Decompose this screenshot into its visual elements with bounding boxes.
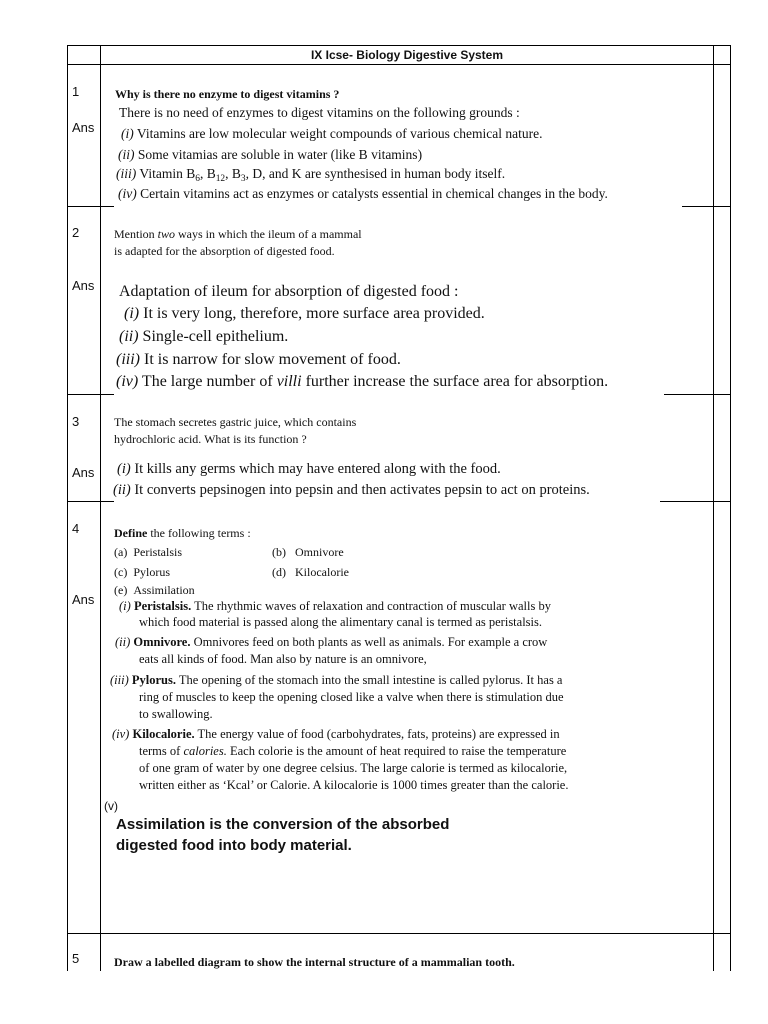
table-top-border (67, 45, 731, 46)
q1-point-1: (i) Vitamins are low molecular weight compounds of various chemical nature. (121, 126, 543, 141)
row-divider-2b (664, 394, 731, 395)
q4-term-b: (b) Omnivore (272, 545, 344, 559)
q5-question: Draw a labelled diagram to show the internal structure of a mammalian tooth. (114, 955, 515, 969)
row-divider-3 (67, 501, 114, 502)
q4-answer-kilocalorie: (iv) Kilocalorie. The energy value of food (carbohydrates, fats, proteins) are expressed in (112, 727, 560, 741)
q3-point-1: (i) It kills any germs which may have entered along with the food. (117, 461, 501, 477)
q3-point-2: (ii) It converts pepsinogen into pepsin and then activates pepsin to act on proteins. (113, 482, 590, 498)
q4-number: 4 (72, 521, 80, 536)
q4-term-e: (e) Assimilation (114, 583, 195, 597)
q1-intro: There is no need of enzymes to digest vitamins on the following grounds : (119, 105, 520, 120)
q4-answer-pylorus-cont1: ring of muscles to keep the opening closed like a valve when there is stimulation due (139, 690, 564, 704)
q4-answer-assimilation-line1: Assimilation is the conversion of the absorbed (116, 816, 450, 833)
table-right-border (730, 45, 731, 971)
row-divider-1 (67, 206, 114, 207)
q4-answer-peristalsis-cont: which food material is passed along the alimentary canal is termed as peristalsis. (139, 615, 543, 629)
q1-ans-label: Ans (72, 120, 95, 135)
q2-ans-label: Ans (72, 278, 95, 293)
q2-point-3: (iii) It is narrow for slow movement of food. (116, 351, 401, 368)
q1-question: Why is there no enzyme to digest vitamins ? (115, 87, 340, 101)
q4-answer-pylorus: (iii) Pylorus. The opening of the stomach into the small intestine is called pylorus. It has a (110, 673, 563, 687)
q4-answer-assimilation-line2: digested food into body material. (116, 837, 352, 854)
number-column-divider (100, 45, 101, 971)
q3-ans-label: Ans (72, 465, 95, 480)
q4-question: Define the following terms : (114, 526, 251, 540)
q4-answer-peristalsis: (i) Peristalsis. The rhythmic waves of relaxation and contraction of muscular walls by (119, 599, 551, 613)
q3-question-line2: hydrochloric acid. What is its function ? (114, 432, 307, 446)
q2-question-line1: Mention two ways in which the ileum of a mammal (114, 227, 362, 241)
q4-term-a: (a) Peristalsis (114, 545, 182, 559)
q1-point-3: (iii) Vitamin $B_6$, $B_{12}$, $B_3$, D, and K are synthesised in human body itself. (116, 166, 506, 184)
q4-answer-kilocalorie-cont1: terms of calories. Each colorie is the amount of heat required to raise the temperature (139, 744, 567, 758)
q4-answer-v-marker: (v) (104, 799, 118, 813)
row-divider-1b (682, 206, 731, 207)
row-divider-4 (67, 933, 731, 934)
q4-answer-kilocalorie-cont2: of one gram of water by one degree celsius. The large calorie is termed as kilocalorie, (139, 761, 568, 775)
q1-point-2: (ii) Some vitamias are soluble in water (like B vitamins) (118, 147, 423, 162)
table-left-border (67, 45, 68, 971)
q2-heading: Adaptation of ileum for absorption of digested food : (119, 283, 459, 300)
q4-answer-omnivore-cont: eats all kinds of food. Man also by nature is an omnivore, (139, 652, 427, 666)
q2-point-1: (i) It is very long, therefore, more surface area provided. (124, 305, 485, 322)
q1-number: 1 (72, 84, 80, 99)
q2-point-4: (iv) The large number of villi further increase the surface area for absorption. (116, 373, 609, 390)
q4-answer-pylorus-cont2: to swallowing. (139, 707, 213, 721)
q1-point-4: (iv) Certain vitamins act as enzymes or catalysts essential in chemical changes in the body. (118, 186, 608, 201)
q4-term-d: (d) Kilocalorie (272, 565, 349, 579)
q4-answer-omnivore: (ii) Omnivore. Omnivores feed on both plants as well as animals. For example a crow (115, 635, 548, 649)
page-title: IX Icse- Biology Digestive System (310, 48, 504, 62)
q3-number: 3 (72, 414, 80, 429)
title-row-divider (67, 64, 731, 65)
q4-answer-kilocalorie-cont3: written either as ‘Kcal’ or Calorie. A kilocalorie is 1000 times greater than the calorie. (139, 778, 569, 792)
q2-question-line2: is adapted for the absorption of digested food. (114, 244, 335, 258)
q4-term-c: (c) Pylorus (114, 565, 171, 579)
row-divider-3b (660, 501, 731, 502)
q5-number: 5 (72, 951, 80, 966)
row-divider-2 (67, 394, 114, 395)
q3-question-line1: The stomach secretes gastric juice, which contains (114, 415, 357, 429)
q2-number: 2 (72, 225, 80, 240)
q2-point-2: (ii) Single-cell epithelium. (119, 328, 289, 345)
q4-ans-label: Ans (72, 592, 95, 607)
right-column-divider (713, 45, 714, 971)
